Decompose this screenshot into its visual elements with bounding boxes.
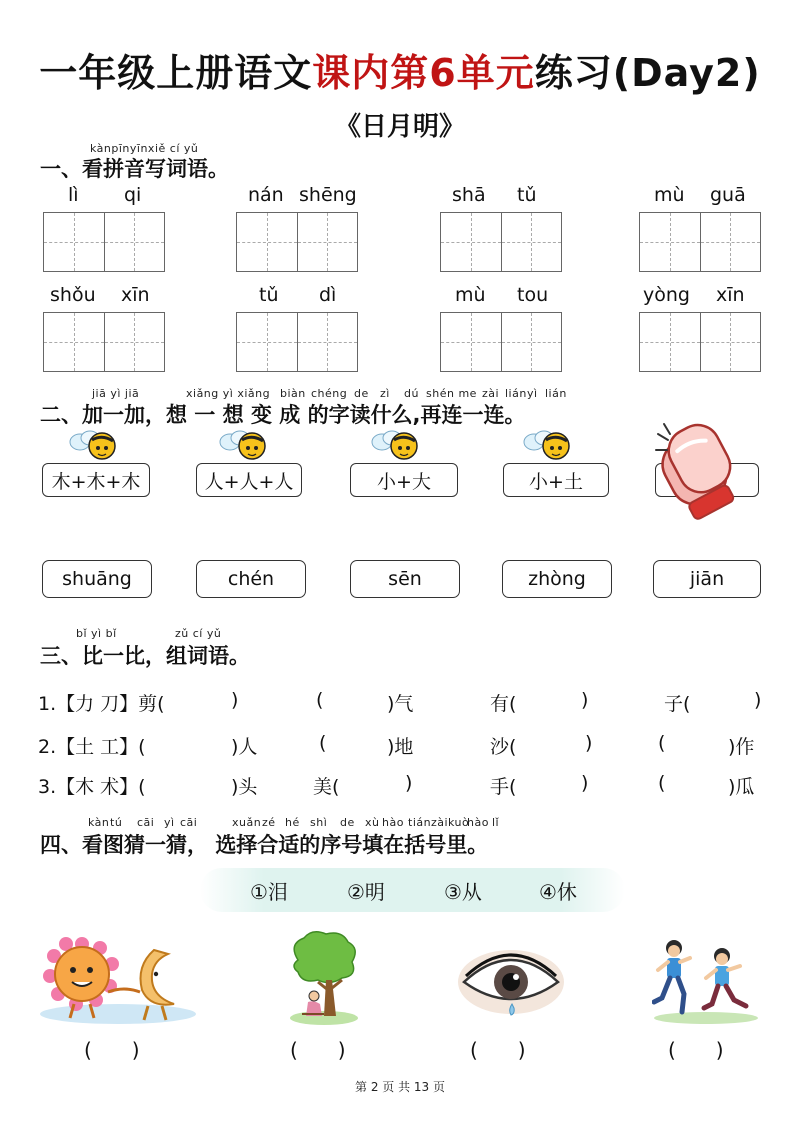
- title-part-1: 一年级上册语文: [39, 51, 313, 95]
- pinyin-label: shēng: [299, 184, 357, 206]
- answer-blank[interactable]: ( ): [84, 1038, 140, 1062]
- page-title: [0, 42, 800, 97]
- pinyin-label: xīn: [716, 284, 745, 306]
- section3-heading: 三、比一比，组词语。: [40, 644, 250, 668]
- compare-row-label: 2.【土 工】(: [38, 736, 146, 758]
- heading-part: 读: [349, 403, 371, 427]
- pinyin-annotation: cāi: [180, 816, 198, 829]
- pinyin-annotation: tián: [408, 816, 432, 829]
- section3-pinyin: bǐ yì bǐ: [76, 627, 117, 640]
- writing-grid[interactable]: [440, 212, 562, 272]
- pinyin-label: nán: [248, 184, 284, 206]
- pinyin-annotation: yì: [164, 816, 175, 829]
- blank-fill[interactable]: ): [754, 689, 762, 711]
- blank-fill[interactable]: 子(: [664, 693, 691, 715]
- person-under-tree-picture: [288, 930, 360, 1026]
- heading-part: 看图猜一猜，: [82, 833, 208, 857]
- writing-grid[interactable]: [236, 212, 358, 272]
- heading-part: 字: [328, 403, 350, 427]
- bee-icon: [66, 428, 118, 464]
- blank-fill[interactable]: ): [405, 772, 413, 794]
- heading-part: 选择合适的序号填在括号里。: [215, 833, 489, 857]
- pinyin-annotation: biàn: [280, 387, 306, 400]
- blank-fill[interactable]: 手(: [490, 776, 517, 798]
- pinyin-label: xīn: [121, 284, 150, 306]
- section4-heading: [40, 829, 488, 859]
- heading-part: 一连。: [462, 403, 526, 427]
- pinyin-annotation: jiā yì jiā: [92, 387, 140, 400]
- blank-fill[interactable]: )人: [231, 736, 258, 758]
- pinyin-annotation: shén me: [426, 387, 477, 400]
- bee-icon: [368, 428, 420, 464]
- writing-grid[interactable]: [440, 312, 562, 372]
- writing-grid[interactable]: [639, 312, 761, 372]
- heading-part: 加一加，: [82, 403, 166, 427]
- pinyin-annotation: lián: [545, 387, 567, 400]
- blank-fill[interactable]: (: [658, 772, 666, 794]
- pinyin-box: chén: [196, 560, 306, 598]
- section2-heading: [40, 399, 526, 429]
- blank-fill[interactable]: )瓜: [728, 776, 755, 798]
- pinyin-annotation: shì: [310, 816, 328, 829]
- pinyin-box: jiān: [653, 560, 761, 598]
- title-part-2: 练习(Day2): [534, 51, 761, 95]
- equation-box: 木+木+木: [42, 463, 150, 497]
- heading-part: 成: [279, 403, 301, 427]
- pinyin-annotation: yì: [527, 387, 538, 400]
- pinyin-label: dì: [319, 284, 337, 306]
- answer-blank[interactable]: ( ): [668, 1038, 724, 1062]
- blank-fill[interactable]: )气: [387, 693, 414, 715]
- page-number: 第 2 页 共 13 页: [355, 1080, 445, 1094]
- blank-fill[interactable]: )作: [728, 736, 755, 758]
- pinyin-label: tou: [517, 284, 549, 306]
- equation-box: 小+土: [503, 463, 609, 497]
- pinyin-label: tǔ: [259, 284, 279, 306]
- pinyin-box: shuāng: [42, 560, 152, 598]
- two-people-running-picture: [652, 936, 760, 1024]
- lesson-title: 《日月明》: [334, 112, 465, 142]
- blank-fill[interactable]: 有(: [490, 693, 517, 715]
- pinyin-label: mù: [455, 284, 486, 306]
- heading-part: 再: [420, 403, 442, 427]
- option-2: ②明: [347, 880, 385, 904]
- writing-grid[interactable]: [43, 212, 165, 272]
- pinyin-label: shǒu: [50, 284, 96, 306]
- equation-box: 小+大: [350, 463, 458, 497]
- pinyin-label: tǔ: [517, 184, 537, 206]
- pinyin-box: zhòng: [502, 560, 612, 598]
- pinyin-label: lì: [68, 184, 79, 206]
- pinyin-annotation: zì: [380, 387, 390, 400]
- answer-blank[interactable]: ( ): [470, 1038, 526, 1062]
- answer-blank[interactable]: ( ): [290, 1038, 346, 1062]
- compare-row-label: 3.【木 术】(: [38, 776, 146, 798]
- blank-fill[interactable]: ): [585, 732, 593, 754]
- blank-fill[interactable]: (: [319, 732, 327, 754]
- pinyin-annotation: zài: [482, 387, 500, 400]
- pinyin-annotation: xiǎng yì xiǎng: [186, 387, 271, 400]
- pinyin-annotation: dú: [404, 387, 419, 400]
- section1-pinyin: kànpīnyīnxiě cí yǔ: [90, 142, 199, 155]
- blank-fill[interactable]: ): [231, 689, 239, 711]
- pinyin-annotation: chéng: [311, 387, 348, 400]
- clapping-hands-icon: [650, 420, 752, 520]
- heading-part: 二、: [40, 403, 82, 427]
- heading-part: 的: [307, 403, 329, 427]
- sun-and-moon-picture: [38, 934, 198, 1026]
- eye-with-tear-picture: [456, 944, 566, 1018]
- blank-fill[interactable]: (: [658, 732, 666, 754]
- pinyin-annotation: cāi: [137, 816, 155, 829]
- pinyin-annotation: lián: [505, 387, 527, 400]
- heading-part: 连: [441, 403, 463, 427]
- equation-box: 人+人+人: [196, 463, 302, 497]
- pinyin-annotation: hé: [285, 816, 300, 829]
- section3-pinyin: zǔ cí yǔ: [175, 627, 222, 640]
- section1-heading: 一、看拼音写词语。: [40, 157, 229, 181]
- pinyin-annotation: kuò: [448, 816, 470, 829]
- heading-part: 变: [250, 403, 272, 427]
- pinyin-annotation: hào: [382, 816, 404, 829]
- blank-fill[interactable]: 沙(: [490, 736, 517, 758]
- heading-part: 什么,: [370, 403, 421, 427]
- pinyin-label: qi: [124, 184, 142, 206]
- bee-icon: [520, 428, 572, 464]
- blank-fill[interactable]: ): [581, 689, 589, 711]
- pinyin-label: yòng: [643, 284, 690, 306]
- bee-icon: [216, 428, 268, 464]
- writing-grid[interactable]: [236, 312, 358, 372]
- writing-grid[interactable]: [43, 312, 165, 372]
- heading-part: 想 一 想: [166, 403, 244, 427]
- pinyin-annotation: kàn: [88, 816, 110, 829]
- title-part-red: 课内第6单元: [312, 51, 535, 95]
- compare-row-label: 1.【力 刀】剪(: [38, 693, 165, 715]
- blank-fill[interactable]: 美(: [313, 776, 340, 798]
- option-4: ④休: [539, 880, 577, 904]
- option-1: ①泪: [250, 880, 288, 904]
- writing-grid[interactable]: [639, 212, 761, 272]
- pinyin-annotation: de: [354, 387, 369, 400]
- pinyin-label: guā: [710, 184, 746, 206]
- pinyin-annotation: hào: [467, 816, 489, 829]
- pinyin-box: sēn: [350, 560, 460, 598]
- pinyin-annotation: xuǎn: [232, 816, 262, 829]
- pinyin-annotation: zé: [262, 816, 276, 829]
- pinyin-annotation: de: [340, 816, 355, 829]
- heading-part: 四、: [40, 833, 82, 857]
- pinyin-label: shā: [452, 184, 486, 206]
- blank-fill[interactable]: (: [316, 689, 324, 711]
- pinyin-annotation: xù: [365, 816, 380, 829]
- pinyin-annotation: tú: [110, 816, 123, 829]
- blank-fill[interactable]: )头: [231, 776, 258, 798]
- option-3: ③从: [444, 880, 482, 904]
- pinyin-label: mù: [654, 184, 685, 206]
- pinyin-annotation: lǐ: [492, 816, 500, 829]
- pinyin-annotation: zài: [431, 816, 449, 829]
- blank-fill[interactable]: )地: [387, 736, 414, 758]
- blank-fill[interactable]: ): [581, 772, 589, 794]
